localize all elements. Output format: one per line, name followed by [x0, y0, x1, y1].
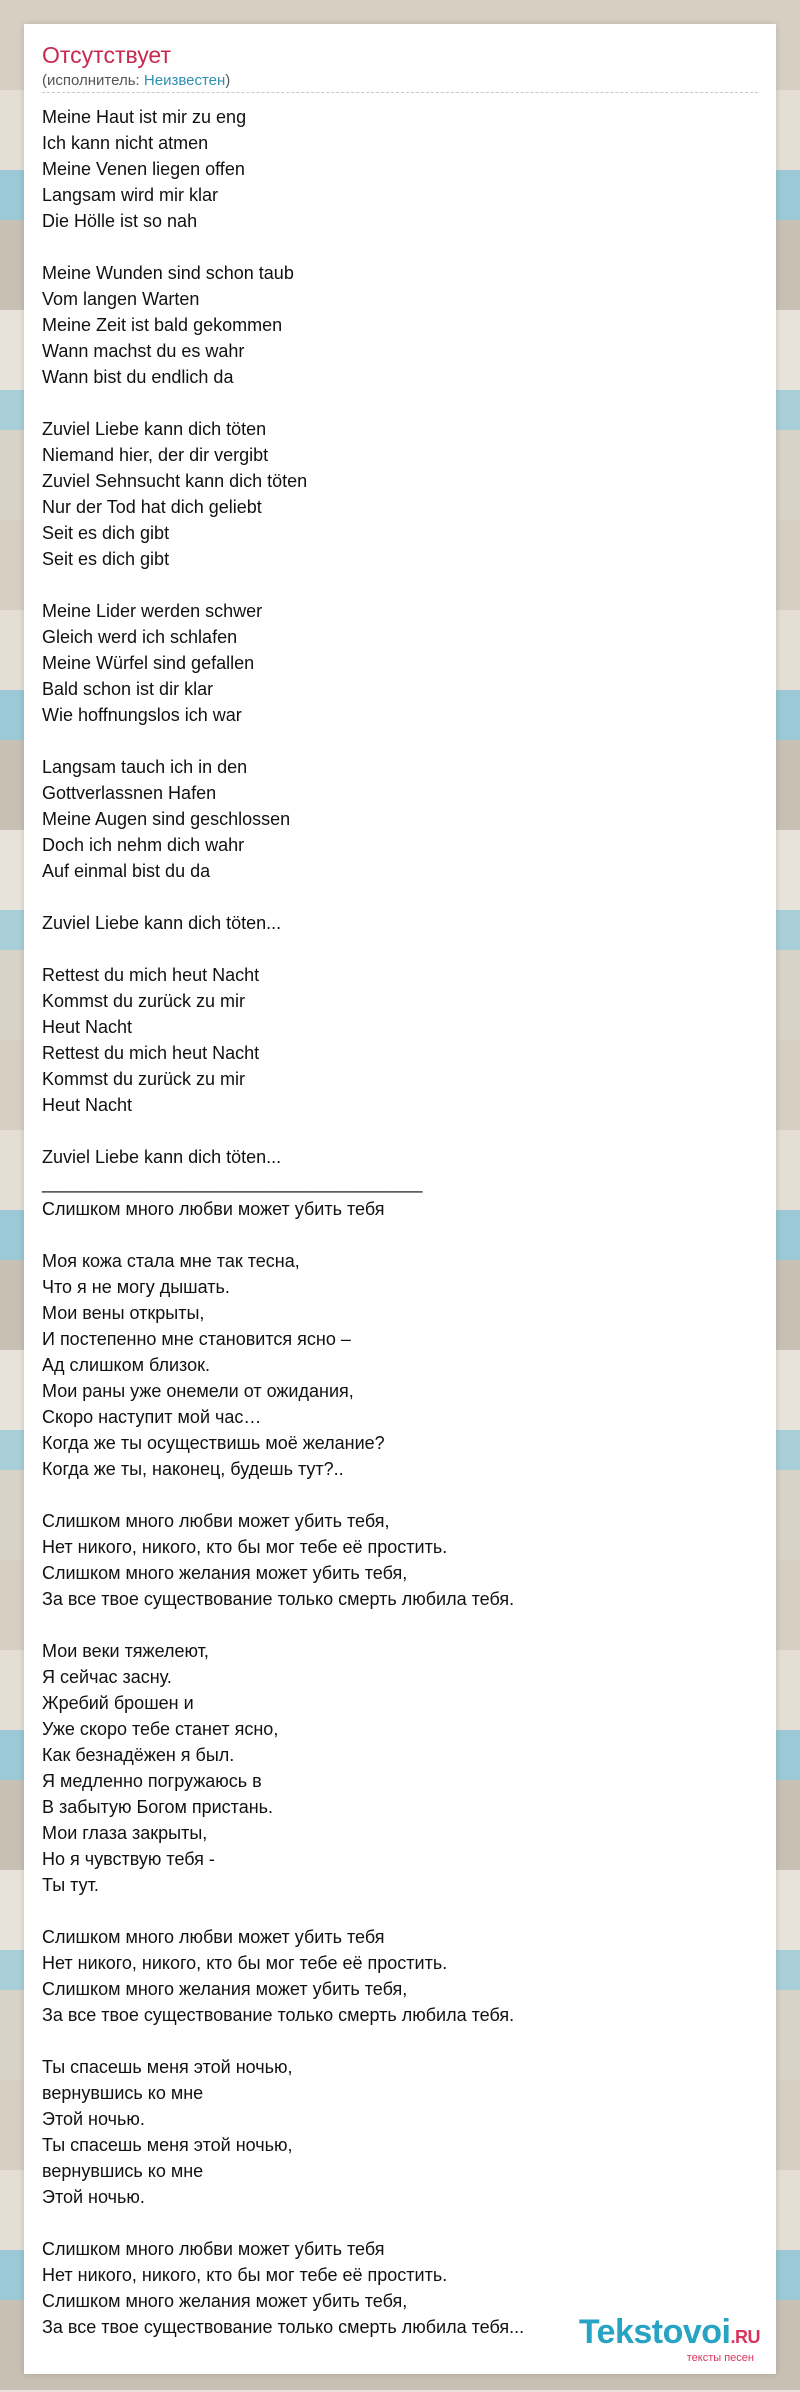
logo-wordmark: [579, 2315, 760, 2354]
lyrics-card: [24, 24, 776, 2374]
lyrics-text: Meine Haut ist mir zu eng Ich kann nicht atmen Meine Venen liegen offen Langsam wird mir klar Die Hölle ist so nah Meine Wunden sind schon taub Vom langen Warten Meine Zeit ist bald gekommen Wann machst du es wahr Wann bist du endlich da Zuviel Liebe kann dich töten Niemand hier, der dir vergibt Zuviel Sehnsucht kann dich töten Nur der Tod hat dich geliebt Seit es dich gibt Seit es dich gibt Meine Lider werden schwer Gleich werd ich schlafen Meine Würfel sind gefallen Bald schon ist dir klar Wie hoffnungslos ich war Langsam tauch ich in den Gottverlassnen Hafen Meine Augen sind geschlossen Doch ich nehm dich wahr Auf einmal bist du da Zuviel Liebe kann dich töten... Rettest du mich heut Nacht Kommst du zurück zu mir Heut Nacht Rettest du mich heut Nacht Kommst du zurück zu mir Heut Nacht Zuviel Liebe kann dich töten... ______________________________________ Слишком много любви может убить тебя Моя кожа стала мне так тесна, Что я не могу дышать. Мои вены открыты, И постепенно мне становится ясно – Ад слишком близок. Мои раны уже онемели от ожидания, Скоро наступит мой час… Когда же ты осуществишь моё желание? Когда же ты, наконец, будешь тут?.. Слишком много любви может убить тебя, Нет никого, никого, кто бы мог тебе её простить. Слишком много желания может убить тебя, За все твое существование только смерть любила тебя. Мои веки тяжелеют, Я сейчас засну. Жребий брошен и Уже скоро тебе станет ясно, Как безнадёжен я был. Я медленно погружаюсь в В забытую Богом пристань. Мои глаза закрыты, Но я чувствую тебя - Ты тут. Слишком много любви может убить тебя Нет никого, никого, кто бы мог тебе её простить. Слишком много желания может убить тебя, За все твое существование только смерть любила тебя. Ты спасешь меня этой ночью, вернувшись ко мне Этой ночью. Ты спасешь меня этой ночью, вернувшись ко мне Этой ночью. Слишком много любви может убить тебя Нет никого, никого, кто бы мог тебе её простить. Слишком много желания может убить тебя, За все твое существование только смерть любила тебя...: [42, 107, 525, 2337]
divider: [42, 92, 758, 93]
artist-link[interactable]: Неизвестен: [143, 72, 226, 89]
artist-prefix: (исполнитель:: [42, 72, 140, 89]
logo-tld: .RU: [730, 2327, 760, 2347]
site-logo[interactable]: [579, 2315, 760, 2364]
artist-line: [42, 72, 230, 89]
logo-name: Tekstovoi: [578, 2313, 731, 2351]
logo-tagline: тексты песен: [686, 2352, 754, 2364]
song-title: Отсутствует: [42, 42, 171, 68]
artist-suffix: ): [225, 72, 231, 89]
